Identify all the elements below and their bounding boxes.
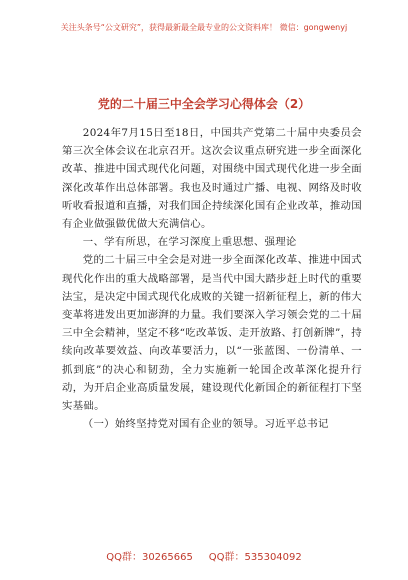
paragraph-section-one: 党的二十届三中全会是对进一步全面深化改革、推进中国式现代化作出的重大战略部署，是当代中国大踏步赶上时代的重要法宝，是决定中国式现代化成败的关键一招新征程上，新的伟大变革将进发出更加澎湃的力量。我们要深入学习领会党的二十届三中全会精神，坚定不移“吃改革饭、走开放路、打创新牌”，持续向改革要效益、向改革要活力，以“一张蓝图、一份清单、一抓到底”的决心和韧劲，全力实施新一轮国企改革深化提升行动，为开启企业高质量发展，建设现代化新国企的新征程打下坚实基础。	[62, 254, 362, 413]
paragraph-intro: 2024年7月15日至18日，中国共产党第二十届中央委员会第三次全体会议在北京召开。这次会议重点研究进一步全面深化改革、推进中国式现代化问题，对围绕中国式现代化进一步全面深化改革作出总体部署。我也及时通过广播、电视、网络及时收听收看报道和直播，对我们国企持续深化国有企业改革，推动国有企业做强做优做大充满信心。	[62, 127, 362, 231]
document-title: 党的二十届三中全会学习心得体会（2）	[97, 97, 311, 111]
section-heading: 一、学有所思，在学习深度上重思想、强理论	[82, 236, 297, 249]
paragraph-subsection: （一）始终坚持党对国有企业的领导。习近平总书记	[82, 418, 329, 431]
document-body	[62, 124, 362, 433]
top-banner: 关注头条号“公文研究”，获得最新最全最专业的公文资料库！ 微信：gongwenyj	[60, 23, 348, 32]
qq-group-footer: QQ群：30265665 QQ群：535304092	[106, 552, 302, 563]
